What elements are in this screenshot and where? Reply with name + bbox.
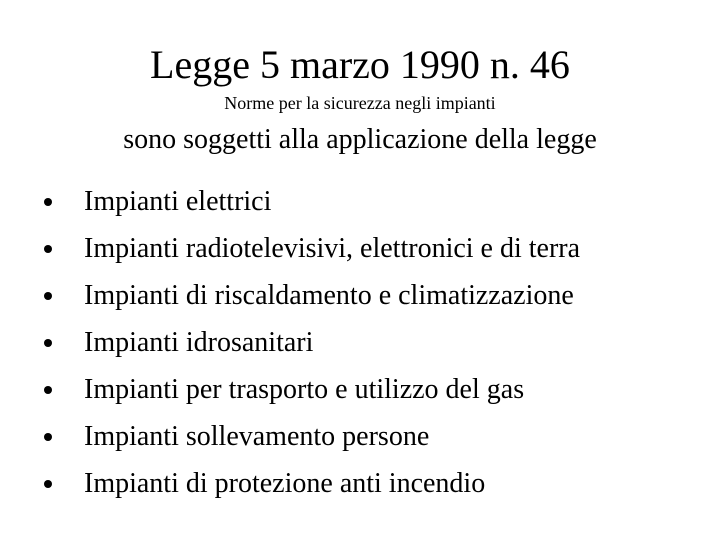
list-item: [44, 272, 704, 319]
slide-title: Legge 5 marzo 1990 n. 46: [150, 42, 570, 87]
list-item-text: Impianti di riscaldamento e climatizzazione: [84, 280, 574, 311]
bullet-icon: [44, 198, 52, 206]
list-item: [44, 319, 704, 366]
list-item-text: Impianti sollevamento persone: [84, 421, 430, 452]
list-item: [44, 366, 704, 413]
list-item: [44, 413, 704, 460]
section-heading: sono soggetti alla applicazione della legge: [123, 124, 597, 155]
bullet-icon: [44, 245, 52, 253]
list-item-text: Impianti radiotelevisivi, elettronici e di terra: [84, 233, 581, 264]
bullet-icon: [44, 433, 52, 441]
bullet-icon: [44, 480, 52, 488]
list-item: [44, 460, 704, 507]
list-item: [44, 225, 704, 272]
bullet-icon: [44, 386, 52, 394]
list-item-text: Impianti di protezione anti incendio: [84, 468, 486, 499]
bullet-list: [44, 178, 704, 507]
bullet-icon: [44, 339, 52, 347]
slide-subtitle: Norme per la sicurezza negli impianti: [224, 93, 496, 113]
list-item-text: Impianti elettrici: [84, 186, 272, 217]
list-item-text: Impianti per trasporto e utilizzo del gas: [84, 374, 525, 405]
bullet-icon: [44, 292, 52, 300]
list-item: [44, 178, 704, 225]
list-item-text: Impianti idrosanitari: [84, 327, 314, 358]
